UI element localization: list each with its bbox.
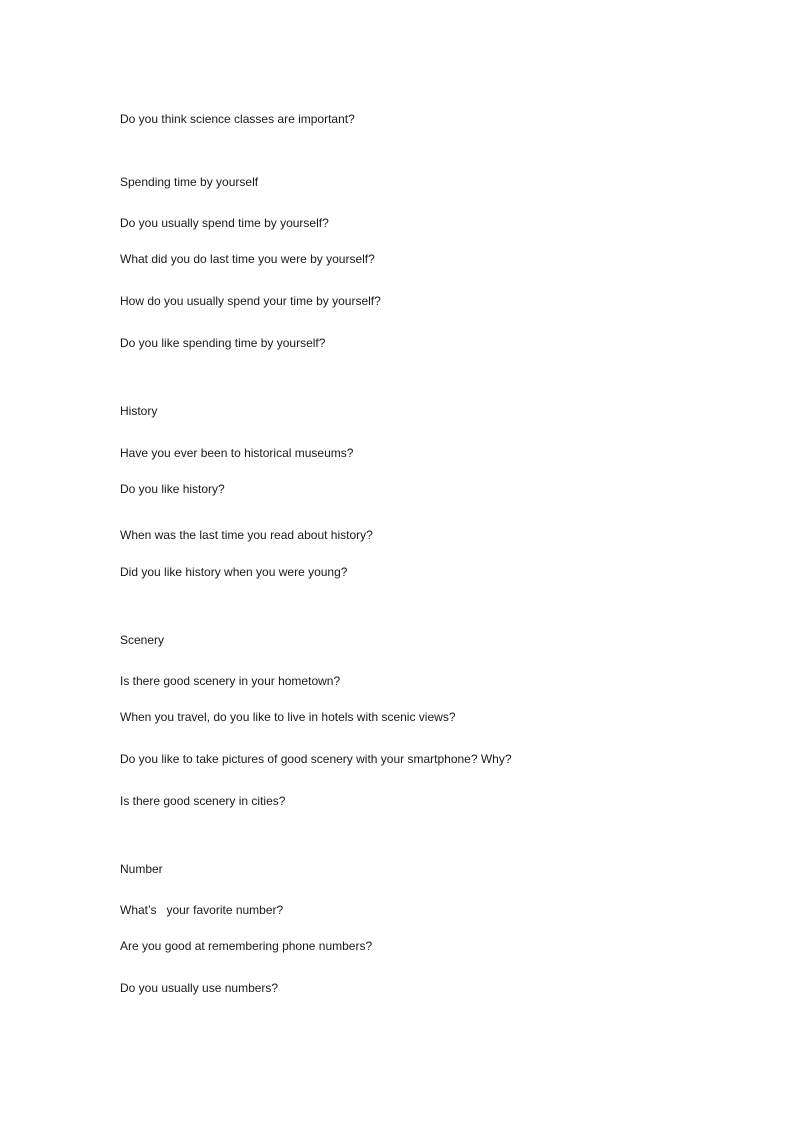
- question-item: Are you good at remembering phone numbers?: [120, 939, 373, 953]
- question-item: Have you ever been to historical museums?: [120, 446, 354, 460]
- section-heading-history: History: [120, 404, 158, 418]
- question-item: How do you usually spend your time by yourself?: [120, 294, 381, 308]
- question-item: Do you usually spend time by yourself?: [120, 216, 329, 230]
- intro-question: Do you think science classes are important?: [120, 112, 355, 126]
- question-item: Did you like history when you were young?: [120, 565, 348, 579]
- question-item: Do you usually use numbers?: [120, 981, 279, 995]
- question-item: Do you like history?: [120, 482, 225, 496]
- question-item: When you travel, do you like to live in hotels with scenic views?: [120, 710, 456, 724]
- section-heading-spending-time: Spending time by yourself: [120, 175, 259, 189]
- question-item: What’s your favorite number?: [120, 903, 284, 917]
- question-item: Is there good scenery in your hometown?: [120, 674, 341, 688]
- section-heading-scenery: Scenery: [120, 633, 165, 647]
- question-item: When was the last time you read about history?: [120, 528, 373, 542]
- question-item: Is there good scenery in cities?: [120, 794, 286, 808]
- question-item: What did you do last time you were by yourself?: [120, 252, 375, 266]
- question-item: Do you like spending time by yourself?: [120, 336, 326, 350]
- question-item: Do you like to take pictures of good scenery with your smartphone? Why?: [120, 752, 512, 766]
- section-heading-number: Number: [120, 862, 163, 876]
